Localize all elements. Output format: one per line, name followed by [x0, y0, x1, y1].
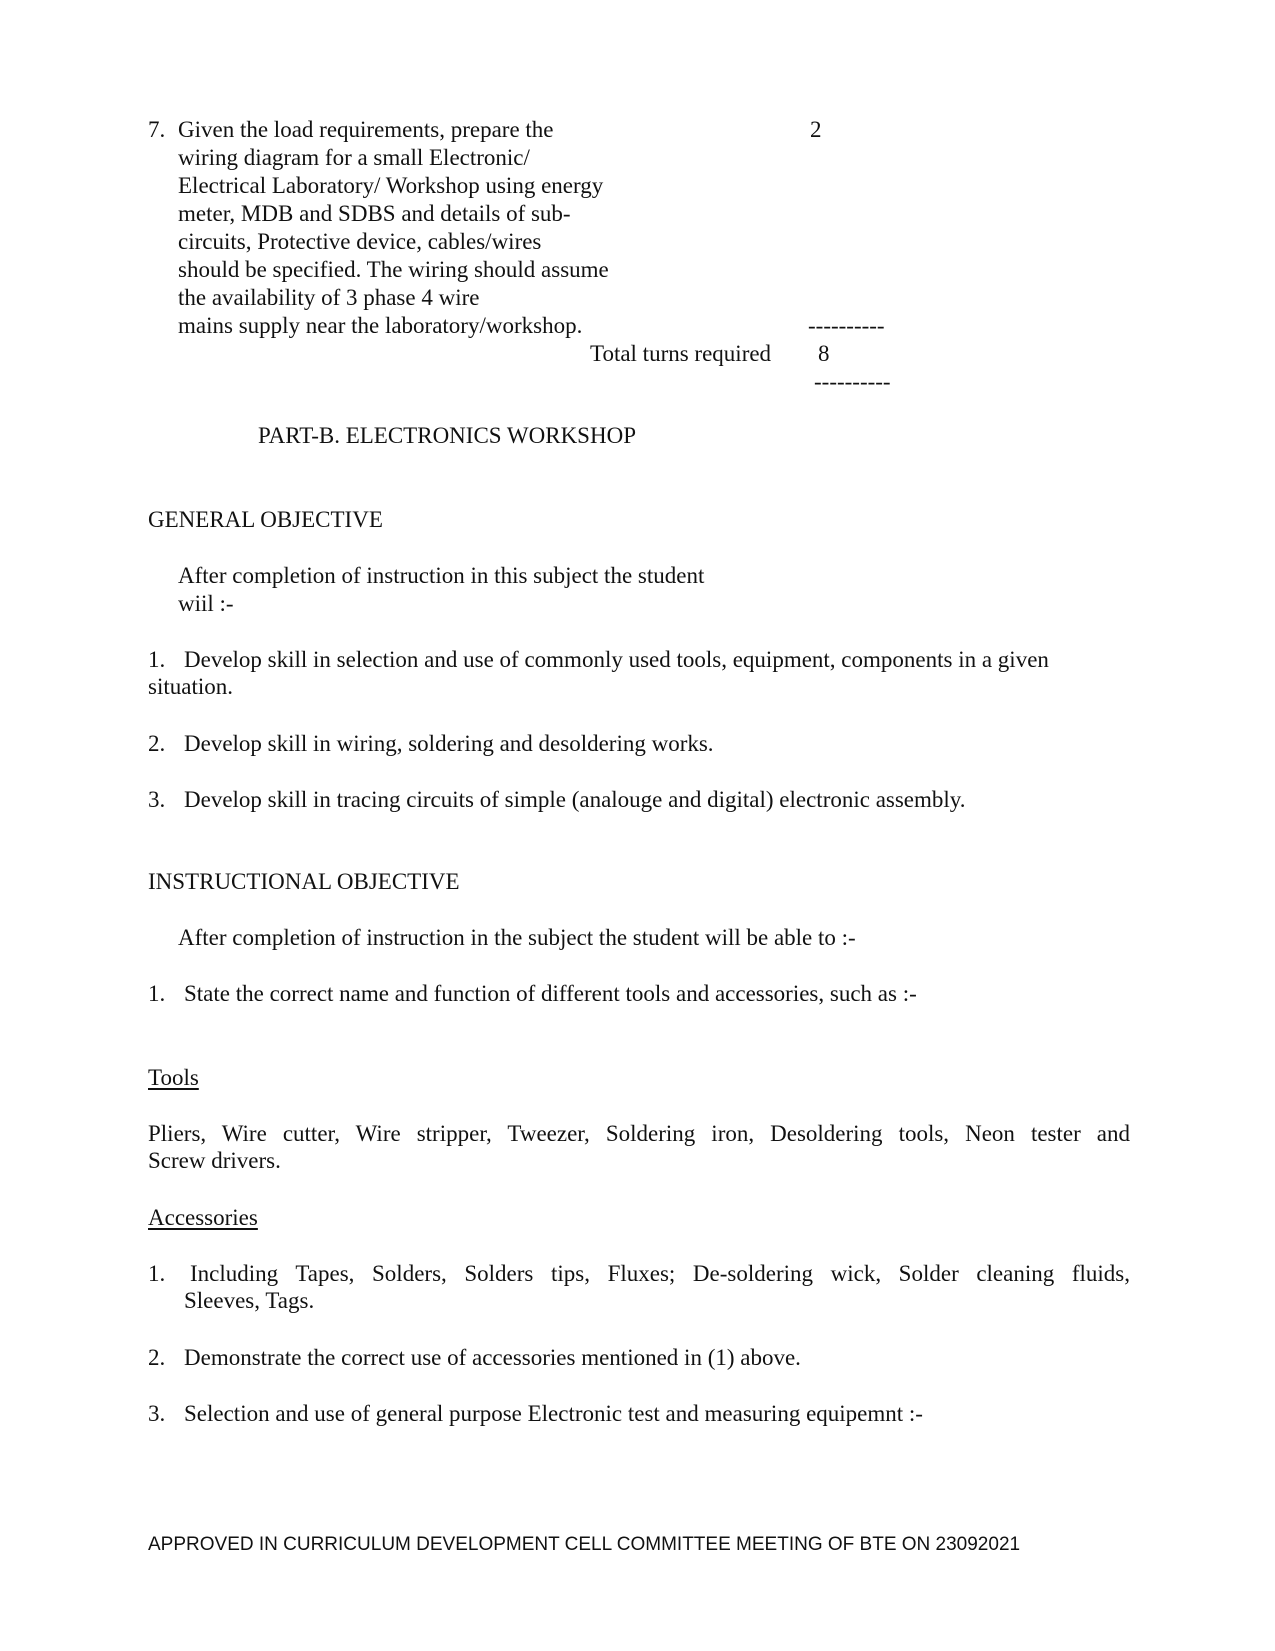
item7-line: should be specified. The wiring should assume	[178, 257, 609, 282]
tools-line: Screw drivers.	[148, 1148, 281, 1173]
list-item-cont: Sleeves, Tags.	[184, 1288, 315, 1313]
list-number: 1.	[148, 1261, 166, 1286]
list-number: 3.	[148, 1401, 166, 1426]
list-item: Demonstrate the correct use of accessories mentioned in (1) above.	[184, 1345, 801, 1370]
list-item: Develop skill in wiring, soldering and desoldering works.	[184, 731, 714, 756]
list-item: State the correct name and function of different tools and accessories, such as :-	[184, 981, 917, 1006]
list-item: Selection and use of general purpose Electronic test and measuring equipemnt :-	[184, 1401, 923, 1426]
section-heading: GENERAL OBJECTIVE	[148, 507, 383, 532]
divider-dashes: ----------	[808, 313, 885, 338]
item7-line: wiring diagram for a small Electronic/	[178, 145, 530, 170]
list-number: 1.	[148, 647, 166, 672]
list-number: 1.	[148, 981, 166, 1006]
turns-value: 2	[810, 117, 822, 142]
list-number: 2.	[148, 1345, 166, 1370]
section-title: PART-B. ELECTRONICS WORKSHOP	[258, 423, 636, 448]
accessories-heading: Accessories	[148, 1205, 258, 1230]
list-number: 2.	[148, 731, 166, 756]
item7-line: mains supply near the laboratory/workshop.	[178, 313, 583, 338]
section-heading: INSTRUCTIONAL OBJECTIVE	[148, 869, 460, 894]
item7-line: meter, MDB and SDBS and details of sub-	[178, 201, 571, 226]
divider-dashes: ----------	[814, 369, 891, 394]
item-number: 7.	[148, 117, 166, 142]
item7-line: Electrical Laboratory/ Workshop using energy	[178, 173, 604, 198]
list-number: 3.	[148, 787, 166, 812]
list-item: Develop skill in tracing circuits of simple (analouge and digital) electronic assembly.	[184, 787, 966, 812]
item7-line: circuits, Protective device, cables/wires	[178, 229, 542, 254]
intro-text: wiil :-	[178, 591, 234, 616]
tools-line: Pliers, Wire cutter, Wire stripper, Tweezer, Soldering iron, Desoldering tools, Neon tester and	[148, 1121, 1130, 1146]
item7-line: the availability of 3 phase 4 wire	[178, 285, 480, 310]
list-item: Develop skill in selection and use of commonly used tools, equipment, components in a given	[184, 647, 1049, 672]
intro-text: After completion of instruction in the subject the student will be able to :-	[178, 925, 856, 950]
page-footer: APPROVED IN CURRICULUM DEVELOPMENT CELL COMMITTEE MEETING OF BTE ON 23092021	[148, 1534, 1021, 1555]
tools-heading: Tools	[148, 1065, 199, 1090]
total-label: Total turns required	[590, 341, 772, 366]
list-item-cont: situation.	[148, 674, 233, 699]
total-value: 8	[818, 341, 830, 366]
intro-text: After completion of instruction in this subject the student	[178, 563, 705, 588]
item7-line: Given the load requirements, prepare the	[178, 117, 554, 142]
list-item: Including Tapes, Solders, Solders tips, Fluxes; De-soldering wick, Solder cleaning fluids,	[190, 1261, 1130, 1286]
